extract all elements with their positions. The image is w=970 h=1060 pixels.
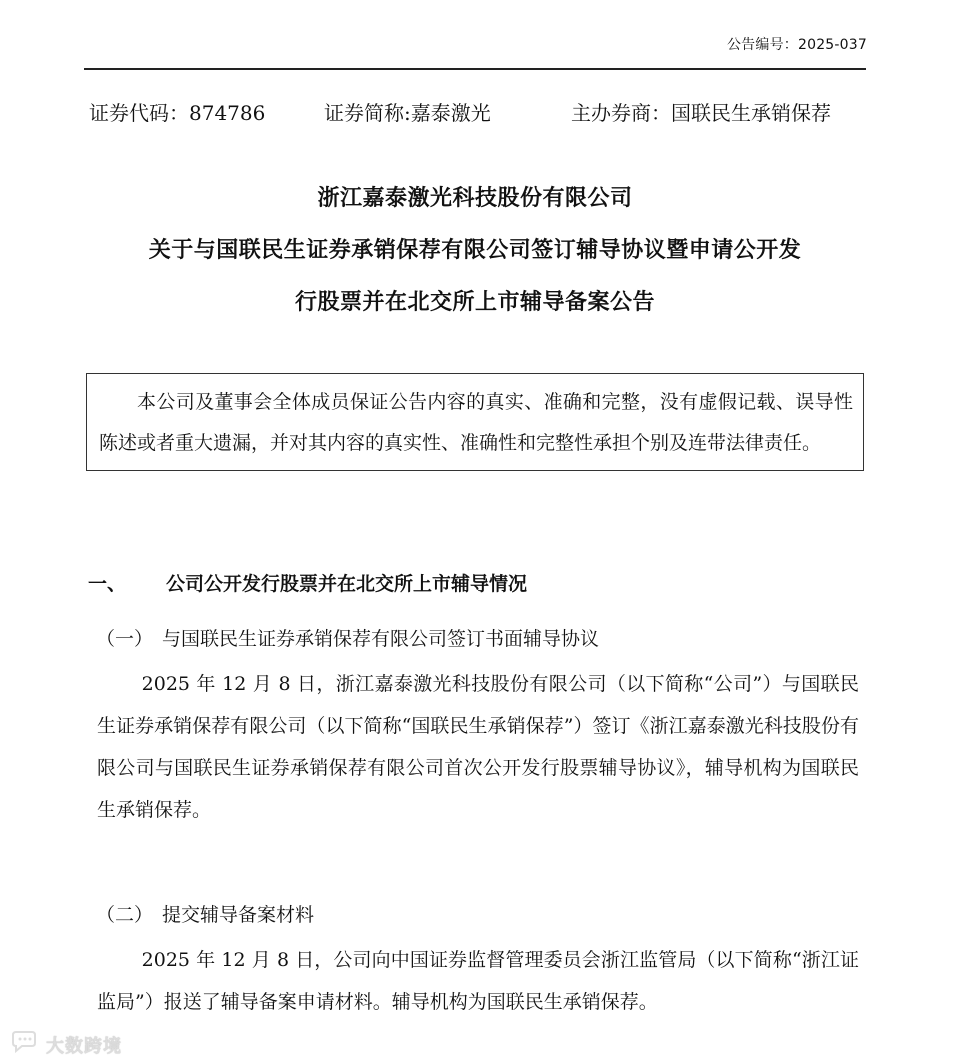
section-number: 一、 xyxy=(88,573,127,595)
subsection-1-paragraph: 2025 年 12 月 8 日，浙江嘉泰激光科技股份有限公司（以下简称“公司”）与国联民生证券承销保荐有限公司（以下简称“国联民生承销保荐”）签订《浙江嘉泰激光科技股份有限公司与国联民生证券承销保荐有限公司首次公开发行股票辅导协议》，辅导机构为国联民生承销保荐。 xyxy=(97,673,859,821)
speech-bubble-icon xyxy=(8,1031,42,1055)
header-divider xyxy=(84,68,866,70)
subsection-title: 与国联民生证券承销保荐有限公司签订书面辅导协议 xyxy=(162,628,600,650)
board-declaration-box xyxy=(86,373,864,471)
declaration-text: 本公司及董事会全体成员保证公告内容的真实、准确和完整，没有虚假记载、误导性陈述或者重大遗漏，并对其内容的真实性、准确性和完整性承担个别及连带法律责任。 xyxy=(99,391,853,454)
subsection-heading-1 xyxy=(96,624,866,651)
announcement-title xyxy=(84,173,866,329)
watermark-text: 大数跨境 xyxy=(46,1036,122,1057)
title-line-2: 关于与国联民生证券承销保荐有限公司签订辅导协议暨申请公开发 xyxy=(148,238,802,263)
subsection-title: 提交辅导备案材料 xyxy=(162,904,315,926)
subsection-number: （二） xyxy=(96,904,154,926)
subsection-2-paragraph: 2025 年 12 月 8 日，公司向中国证券监督管理委员会浙江监管局（以下简称“浙江证监局”）报送了辅导备案申请材料。辅导机构为国联民生承销保荐。 xyxy=(97,949,859,1013)
subsection-number: （一） xyxy=(96,628,154,650)
title-line-1: 浙江嘉泰激光科技股份有限公司 xyxy=(317,186,633,211)
watermark xyxy=(8,1029,138,1057)
announcement-number: 公告编号：2025-037 xyxy=(726,37,867,53)
securities-info xyxy=(89,97,869,127)
lead-broker: 主办券商：国联民生承销保荐 xyxy=(571,101,831,125)
title-line-3: 行股票并在北交所上市辅导备案公告 xyxy=(294,290,655,315)
subsection-heading-2 xyxy=(96,900,866,927)
section-title: 公司公开发行股票并在北交所上市辅导情况 xyxy=(166,573,528,595)
securities-short-name: 证券简称:嘉泰激光 xyxy=(324,101,491,125)
securities-code: 证券代码：874786 xyxy=(89,101,266,125)
section-heading-1 xyxy=(88,569,868,599)
